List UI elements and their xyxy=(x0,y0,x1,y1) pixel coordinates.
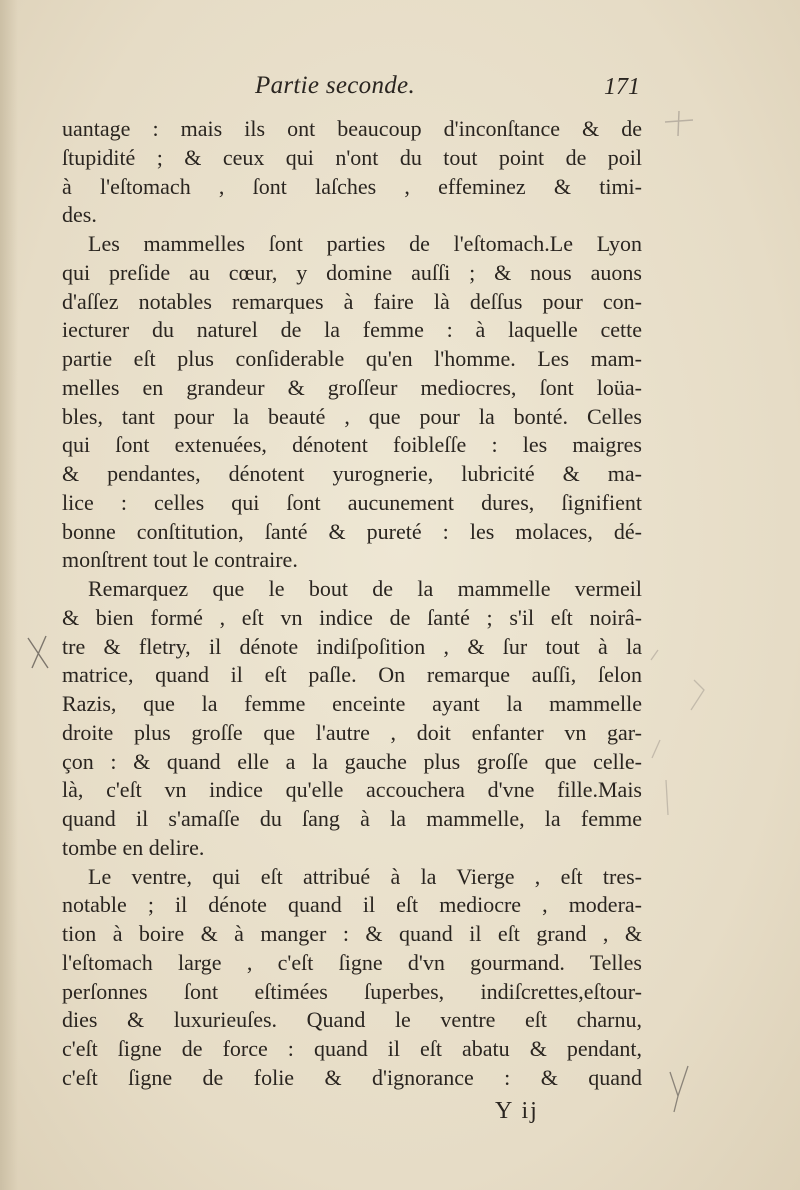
text-line: tombe en delire. xyxy=(62,834,205,860)
body-text xyxy=(62,115,642,1093)
page-header xyxy=(60,72,640,106)
text-line: lice : celles qui ſont aucunement dures, ſignifient xyxy=(62,489,642,515)
text-line: iecturer du naturel de la femme : à laquelle cette xyxy=(62,317,642,343)
text-line: droite plus groſſe que l'autre , doit enfanter vn gar- xyxy=(62,719,642,745)
text-line: dies & luxurieuſes. Quand le ventre eſt charnu, xyxy=(62,1007,642,1033)
text-line: matrice, quand il eſt paſle. On remarque auſſi, ſelon xyxy=(62,662,642,688)
text-line: & bien formé , eſt vn indice de ſanté ; s'il eſt noirâ- xyxy=(62,604,642,630)
text-line: qui preſide au cœur, y domine auſſi ; & nous auons xyxy=(62,259,642,285)
text-line: uantage : mais ils ont beaucoup d'inconſtance & de xyxy=(62,116,642,141)
text-line: qui ſont extenuées, dénotent foibleſſe : les maigres xyxy=(62,432,642,458)
margin-cross-mark-top-right xyxy=(662,108,696,138)
margin-slash-mark-bottom-right xyxy=(666,1062,692,1116)
text-line: c'eſt ſigne de force : quand il eſt abatu & pendant, xyxy=(62,1036,642,1061)
text-line: monſtrent tout le contraire. xyxy=(62,547,298,573)
text-line: çon : & quand elle a la gauche plus groſſe que celle- xyxy=(62,748,642,774)
page-number: 171 xyxy=(604,74,640,100)
gutter-shadow xyxy=(0,0,18,1190)
text-line: ſtupidité ; & ceux qui n'ont du tout point de poil xyxy=(62,144,642,170)
paragraph-first-line: Les mammelles ſont parties de l'eſtomach.Le Lyon xyxy=(88,231,642,256)
text-line: d'aſſez notables remarques à faire là deſſus pour con- xyxy=(62,288,642,314)
text-line: c'eſt ſigne de folie & d'ignorance : & quand xyxy=(62,1064,642,1090)
text-line: l'eſtomach large , c'eſt ſigne d'vn gourmand. Telles xyxy=(62,949,642,975)
running-title: Partie seconde. xyxy=(255,72,416,99)
text-line: là, c'eſt vn indice qu'elle accouchera d'vne fille.Mais xyxy=(62,777,642,803)
text-line: & pendantes, dénotent yurognerie, lubricité & ma- xyxy=(62,461,642,486)
text-line: partie eſt plus conſiderable qu'en l'homme. Les mam- xyxy=(62,346,642,371)
text-line: Razis, que la femme enceinte ayant la mammelle xyxy=(62,691,642,716)
text-line: notable ; il dénote quand il eſt mediocre , modera- xyxy=(62,892,642,918)
text-line: melles en grandeur & groſſeur mediocres, ſont loüa- xyxy=(62,374,642,400)
margin-cross-mark-left xyxy=(24,632,52,672)
paragraph-first-line: Remarquez que le bout de la mammelle vermeil xyxy=(88,576,642,601)
paragraph-first-line: Le ventre, qui eſt attribué à la Vierge , eſt tres- xyxy=(88,863,642,889)
text-line: quand il s'amaſſe du ſang à la mammelle, la femme xyxy=(62,806,642,831)
text-line: tion à boire & à manger : & quand il eſt grand , & xyxy=(62,921,642,946)
text-line: tre & fletry, il dénote indiſpoſition , & ſur tout à la xyxy=(62,633,642,659)
margin-bracket-mark-right xyxy=(646,630,706,830)
text-line: perſonnes ſont eſtimées ſuperbes, indiſcrettes,eſtour- xyxy=(62,978,642,1004)
signature-mark: Y ij xyxy=(495,1098,539,1124)
text-line: à l'eſtomach , ſont laſches , effeminez & timi- xyxy=(62,173,642,199)
text-line: bles, tant pour la beauté , que pour la bonté. Celles xyxy=(62,403,642,429)
text-line: des. xyxy=(62,202,97,228)
text-line: bonne conſtitution, ſanté & pureté : les molaces, dé- xyxy=(62,518,642,544)
